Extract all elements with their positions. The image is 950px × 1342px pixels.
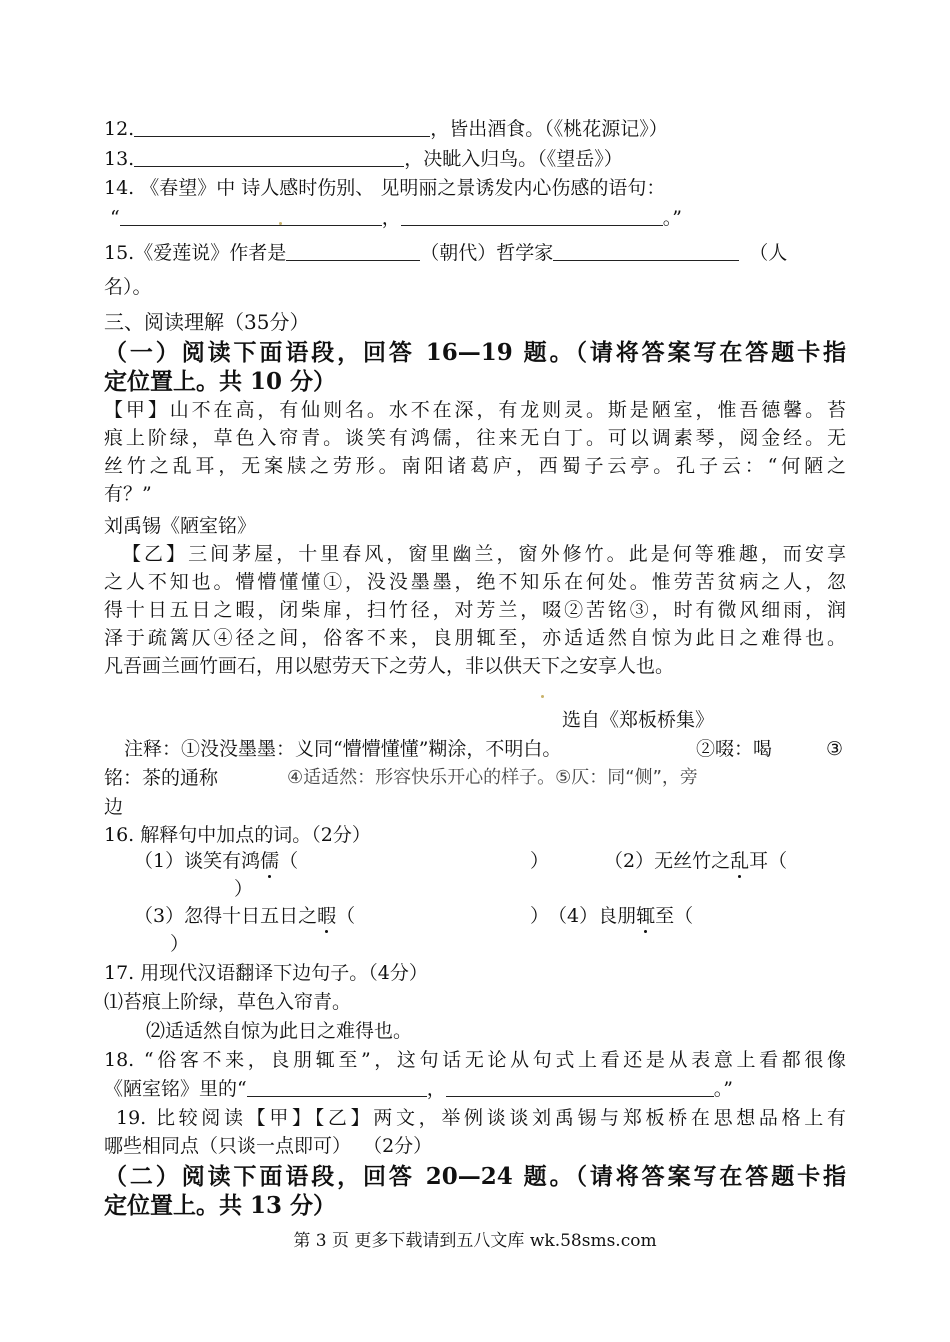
jia-line-2: 痕上阶绿，草色入帘青。谈笑有鸿儒，往来无白丁。可以调素琴，阅金经。无 xyxy=(104,427,846,449)
part1-heading-2: 定位置上。共 10 分） xyxy=(104,368,337,395)
q14-open-quote: “ xyxy=(110,207,120,229)
q16-item-2 xyxy=(604,848,787,874)
q14-comma: ， xyxy=(381,207,401,229)
section-heading: 三、阅读理解（35分） xyxy=(104,310,310,334)
q14-stem: 14. 《春望》中 诗人感时伤别、 见明丽之景诱发内心伤感的语句： xyxy=(104,177,666,199)
q12-line xyxy=(104,116,668,142)
jia-line-3: 丝竹之乱耳，无案牍之劳形。南阳诸葛庐，西蜀子云亭。孔子云：“何陋之 xyxy=(104,455,846,477)
jia-source: 刘禹锡《陋室铭》 xyxy=(104,515,257,537)
q18-blank-2[interactable] xyxy=(446,1076,714,1097)
q18-line-1: 18. “俗客不来，良朋辄至”，这句话无论从句式上看还是从表意上看都很像 xyxy=(104,1049,846,1071)
yi-line-1: 【乙】三间茅屋，十里春风，窗里幽兰，窗外修竹。此是何等雅趣，而安享 xyxy=(122,543,846,565)
dotted-word-xia: 暇 xyxy=(317,905,337,927)
q15-line xyxy=(104,240,787,266)
jia-line-1: 【甲】山不在高，有仙则名。水不在深，有龙则灵。斯是陋室，惟吾德馨。苔 xyxy=(104,399,846,421)
yi-line-3: 得十日五日之暇，闭柴扉，扫竹径，对芳兰，啜②苦铭③，时有微风细雨，润 xyxy=(104,599,846,621)
q16-item-4-tail: 至（ xyxy=(655,905,694,927)
part2-heading: （二）阅读下面语段，回答 20—24 题。（请将答案写在答题卡指 xyxy=(104,1163,846,1190)
dotted-word-ru: 儒 xyxy=(260,850,280,872)
q18-blank-1[interactable] xyxy=(247,1076,427,1097)
q13-tail: ，决眦入归鸟。（《望岳》） xyxy=(404,148,623,170)
yi-line-4: 泽于疏篱仄④径之间，俗客不来，良朋辄至，亦适适然自惊为此日之难得也。 xyxy=(104,627,846,649)
q14-blank-2[interactable] xyxy=(401,205,663,226)
part2-heading-2: 定位置上。共 13 分） xyxy=(104,1192,337,1219)
q16-item-2-text: （2）无丝竹之 xyxy=(604,850,731,872)
notes-line-2b: ④适适然：形容快乐开心的样子。⑤仄：同“侧”，旁 xyxy=(287,767,698,788)
q12-blank[interactable] xyxy=(134,116,430,137)
q14-blank-1[interactable] xyxy=(120,205,382,226)
q17-stem: 17. 用现代汉语翻译下边句子。（4分） xyxy=(104,962,428,984)
yi-source: 选自《郑板桥集》 xyxy=(562,709,715,731)
q16-item-4-close: ） xyxy=(170,933,190,955)
q16-item-4 xyxy=(548,903,693,929)
notes-line-3: 边 xyxy=(104,796,124,818)
q18-text-a: 《陋室铭》里的“ xyxy=(104,1078,247,1100)
q14-close-quote: 。” xyxy=(662,207,682,229)
q14-answer-line xyxy=(110,205,682,231)
q15-text-c: （人 xyxy=(749,242,788,264)
notes-line-1c: ③ xyxy=(826,738,844,760)
q17-sentence-2: ⑵适适然自惊为此日之难得也。 xyxy=(146,1020,413,1042)
jia-line-4: 有？” xyxy=(104,483,152,505)
page-footer: 第 3 页 更多下载请到五八文库 wk.58sms.com xyxy=(293,1231,657,1251)
dotted-word-luan: 乱 xyxy=(730,850,750,872)
yi-line-2: 之人不知也。懵懵懂懂①，没没墨墨，绝不知乐在何处。惟劳苦贫病之人，忽 xyxy=(104,571,846,593)
q16-stem: 16. 解释句中加点的词。（2分） xyxy=(104,824,371,846)
q16-item-3-close: ） xyxy=(530,905,550,927)
part1-heading: （一）阅读下面语段，回答 16—19 题。（请将答案写在答题卡指 xyxy=(104,339,846,366)
q12-tail: ，皆出酒食。（《桃花源记》） xyxy=(430,118,668,140)
yi-line-5: 凡吾画兰画竹画石，用以慰劳天下之劳人，非以供天下之安享人也。 xyxy=(104,655,675,677)
q19-line-1: 19. 比较阅读【甲】【乙】两文，举例谈谈刘禹锡与郑板桥在思想品格上有 xyxy=(116,1107,846,1129)
q16-item-4-text: （4）良朋 xyxy=(548,905,637,927)
q18-close: 。” xyxy=(713,1078,733,1100)
q15-blank-dynasty[interactable] xyxy=(286,240,420,261)
q12-number: 12. xyxy=(104,118,135,140)
q16-item-1-text: （1）谈笑有鸿 xyxy=(134,850,261,872)
q13-blank[interactable] xyxy=(134,146,404,167)
scan-speck xyxy=(279,222,282,225)
scan-speck-2 xyxy=(541,695,544,698)
q18-line-2 xyxy=(104,1076,733,1102)
notes-line-1b: ②啜：喝 xyxy=(696,738,773,760)
q16-item-2-tail: 耳（ xyxy=(749,850,788,872)
notes-line-1a: 注释：①没没墨墨：义同“懵懵懂懂”糊涂，不明白。 xyxy=(124,738,562,760)
q17-sentence-1: ⑴苔痕上阶绿，草色入帘青。 xyxy=(104,991,352,1013)
q13-line xyxy=(104,146,623,172)
q15-text-b: （朝代）哲学家 xyxy=(420,242,554,264)
q18-comma: ， xyxy=(426,1078,446,1100)
q16-item-3 xyxy=(134,903,355,929)
notes-line-2a: 铭：茶的通称 xyxy=(104,767,219,789)
q15-blank-name[interactable] xyxy=(553,240,739,261)
q15-text-a: 15.《爱莲说》作者是 xyxy=(104,242,287,264)
dotted-word-zhe: 辄 xyxy=(636,905,656,927)
q16-item-1-open: （ xyxy=(279,850,299,872)
q16-item-3-open: （ xyxy=(336,905,356,927)
q16-item-2-close: ） xyxy=(234,878,254,900)
q15-line-2: 名）。 xyxy=(104,276,152,298)
q16-item-1 xyxy=(134,848,298,874)
q16-item-1-close: ） xyxy=(530,850,550,872)
q13-number: 13. xyxy=(104,148,135,170)
q19-line-2: 哪些相同点（只谈一点即可） （2分） xyxy=(104,1135,433,1157)
q16-item-3-text: （3）忽得十日五日之 xyxy=(134,905,318,927)
